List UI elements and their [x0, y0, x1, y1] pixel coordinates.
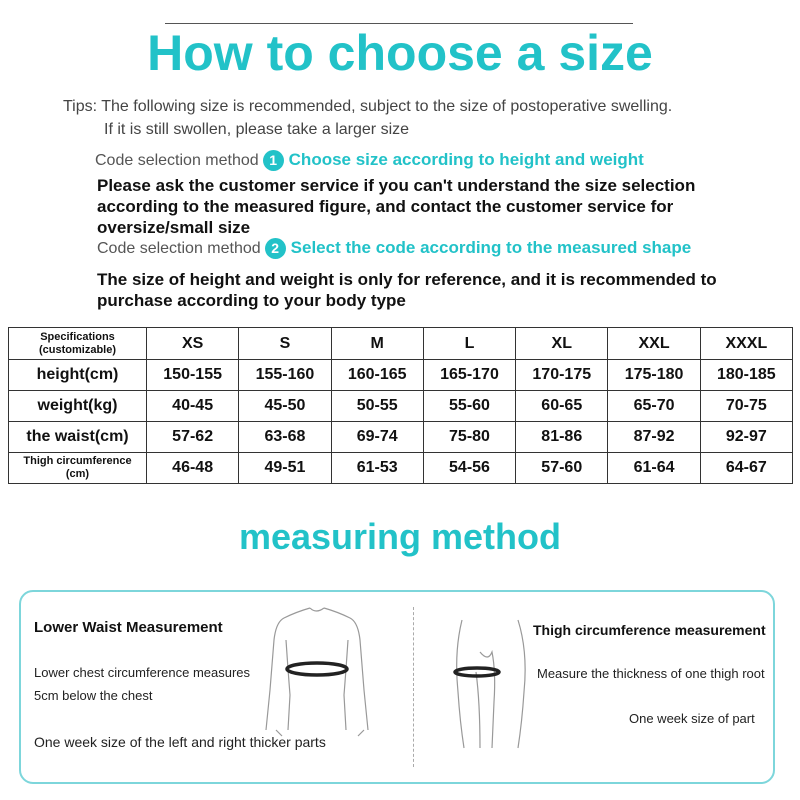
- row-label-line: Thigh circumference: [23, 455, 132, 467]
- row-label: weight(kg): [9, 391, 147, 422]
- row-label: the waist(cm): [9, 422, 147, 453]
- table-cell: 69-74: [331, 422, 423, 453]
- torso-outline-icon: [258, 600, 378, 740]
- corner-label-line: (customizable): [38, 343, 116, 356]
- tips-line-2: If it is still swollen, please take a larger size: [104, 121, 410, 138]
- method-2-note-line: purchase according to your body type: [97, 291, 406, 310]
- method-2-row: [97, 238, 691, 259]
- method-2-title: Select the code according to the measured shape: [290, 238, 692, 257]
- table-cell: 57-60: [516, 453, 608, 484]
- method-1-row: [95, 150, 644, 171]
- table-cell: 87-92: [608, 422, 700, 453]
- table-cell: 155-160: [239, 360, 331, 391]
- thigh-outline-icon: [440, 612, 530, 752]
- measuring-title: measuring method: [238, 516, 562, 557]
- method-2-number-badge: 2: [265, 238, 286, 259]
- tips-line-1: Tips: The following size is recommended, subject to the size of postoperative swelling.: [63, 98, 673, 115]
- table-cell: 75-80: [423, 422, 515, 453]
- table-header-row: [9, 328, 793, 360]
- table-cell: 64-67: [700, 453, 792, 484]
- corner-label-line: Specifications: [40, 330, 115, 343]
- row-label: [9, 453, 147, 484]
- waist-desc-line-2: 5cm below the chest: [34, 688, 153, 703]
- card-divider: [413, 607, 414, 767]
- size-header-xl: XL: [516, 328, 608, 360]
- method-1-title: Choose size according to height and weight: [288, 150, 644, 169]
- table-cell: 57-62: [147, 422, 239, 453]
- row-label-line: (cm): [65, 468, 90, 480]
- table-cell: 92-97: [700, 422, 792, 453]
- table-cell: 150-155: [147, 360, 239, 391]
- table-row-height: [9, 360, 793, 391]
- method-1-label: Code selection method: [95, 152, 259, 169]
- table-cell: 54-56: [423, 453, 515, 484]
- method-1-note-line: according to the measured figure, and contact the customer service for: [97, 197, 674, 216]
- thigh-footer: One week size of part: [629, 711, 755, 726]
- table-cell: 65-70: [608, 391, 700, 422]
- table-cell: 55-60: [423, 391, 515, 422]
- table-row-weight: [9, 391, 793, 422]
- table-cell: 60-65: [516, 391, 608, 422]
- waist-footer: One week size of the left and right thicker parts: [34, 734, 326, 750]
- size-header-s: S: [239, 328, 331, 360]
- page-title: How to choose a size: [147, 25, 653, 81]
- row-label: height(cm): [9, 360, 147, 391]
- table-cell: 81-86: [516, 422, 608, 453]
- waist-band-mark: [287, 663, 347, 675]
- table-cell: 165-170: [423, 360, 515, 391]
- table-cell: 175-180: [608, 360, 700, 391]
- method-1-note-line: Please ask the customer service if you can't understand the size selection: [97, 176, 696, 195]
- method-2-label: Code selection method: [97, 240, 261, 257]
- table-corner-label: [9, 328, 147, 360]
- table-row-waist: [9, 422, 793, 453]
- size-header-xxxl: XXXL: [700, 328, 792, 360]
- table-cell: 170-175: [516, 360, 608, 391]
- table-cell: 40-45: [147, 391, 239, 422]
- size-table: [8, 327, 793, 484]
- table-cell: 50-55: [331, 391, 423, 422]
- method-1-number-badge: 1: [263, 150, 284, 171]
- thigh-band-mark: [455, 668, 499, 676]
- table-cell: 45-50: [239, 391, 331, 422]
- method-2-note-line: The size of height and weight is only for reference, and it is recommended to: [97, 270, 717, 289]
- table-cell: 70-75: [700, 391, 792, 422]
- size-header-l: L: [423, 328, 515, 360]
- size-header-xxl: XXL: [608, 328, 700, 360]
- size-header-xs: XS: [147, 328, 239, 360]
- thigh-heading: Thigh circumference measurement: [533, 622, 766, 638]
- table-cell: 46-48: [147, 453, 239, 484]
- table-cell: 61-53: [331, 453, 423, 484]
- table-cell: 180-185: [700, 360, 792, 391]
- table-row-thigh: [9, 453, 793, 484]
- waist-heading: Lower Waist Measurement: [34, 619, 223, 636]
- table-cell: 63-68: [239, 422, 331, 453]
- table-cell: 61-64: [608, 453, 700, 484]
- thigh-desc: Measure the thickness of one thigh root: [537, 666, 765, 681]
- method-1-note: [97, 175, 695, 238]
- size-header-m: M: [331, 328, 423, 360]
- method-1-note-line: oversize/small size: [97, 218, 251, 237]
- table-cell: 49-51: [239, 453, 331, 484]
- method-2-note: [97, 269, 717, 311]
- waist-desc-line-1: Lower chest circumference measures: [34, 665, 251, 680]
- table-cell: 160-165: [331, 360, 423, 391]
